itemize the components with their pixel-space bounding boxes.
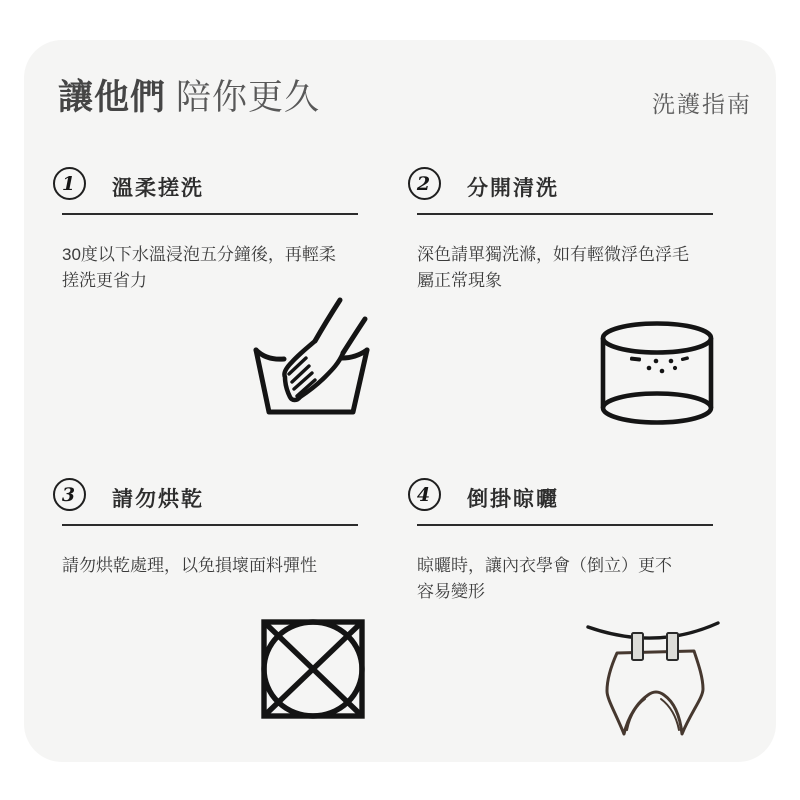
page-title-emphasis: 讓他們: [58, 78, 167, 117]
body-line: 晾曬時，讓內衣學會（倒立）更不: [417, 556, 672, 575]
body-line: 屬正常現象: [417, 271, 502, 290]
guide-corner-label: 洗護指南: [652, 91, 752, 117]
section-divider: [417, 524, 713, 526]
body-line: 30度以下水溫浸泡五分鐘後，再輕柔: [62, 245, 336, 264]
body-line: 容易變形: [417, 582, 485, 601]
body-line: 搓洗更省力: [62, 271, 147, 290]
hand-wash-icon: [252, 296, 372, 424]
step-number: 4: [416, 483, 431, 506]
no-tumble-dry-icon: [261, 619, 365, 719]
step-number: 1: [61, 172, 76, 195]
step-number: 2: [416, 172, 431, 195]
step-number: 3: [61, 483, 76, 506]
section-wash-separately: [408, 160, 720, 432]
section-body: [417, 242, 720, 294]
step-number-badge: [53, 478, 86, 511]
section-divider: [62, 524, 358, 526]
section-body: [62, 242, 365, 294]
page-title: [58, 70, 320, 120]
step-number-badge: [53, 167, 86, 200]
section-divider: [417, 213, 713, 215]
section-no-tumble-dry: [53, 471, 365, 753]
hang-upside-down-icon: [584, 611, 734, 751]
section-heading: 溫柔搓洗: [112, 177, 204, 200]
body-line: 深色請單獨洗滌，如有輕微浮色浮毛: [417, 245, 689, 264]
section-heading: 請勿烘乾: [112, 488, 204, 511]
section-heading: 分開清洗: [467, 177, 559, 200]
section-heading: 倒掛晾曬: [467, 488, 559, 511]
wash-basin-icon: [598, 320, 718, 426]
section-body: [417, 553, 720, 605]
page-title-rest: 陪你更久: [176, 78, 321, 117]
section-divider: [62, 213, 358, 215]
section-hang-upside-down: [408, 471, 720, 753]
step-number-badge: [408, 167, 441, 200]
step-number-badge: [408, 478, 441, 511]
body-line: 請勿烘乾處理，以免損壞面料彈性: [62, 556, 317, 575]
section-gentle-wash: [53, 160, 365, 432]
section-body: [62, 553, 365, 579]
